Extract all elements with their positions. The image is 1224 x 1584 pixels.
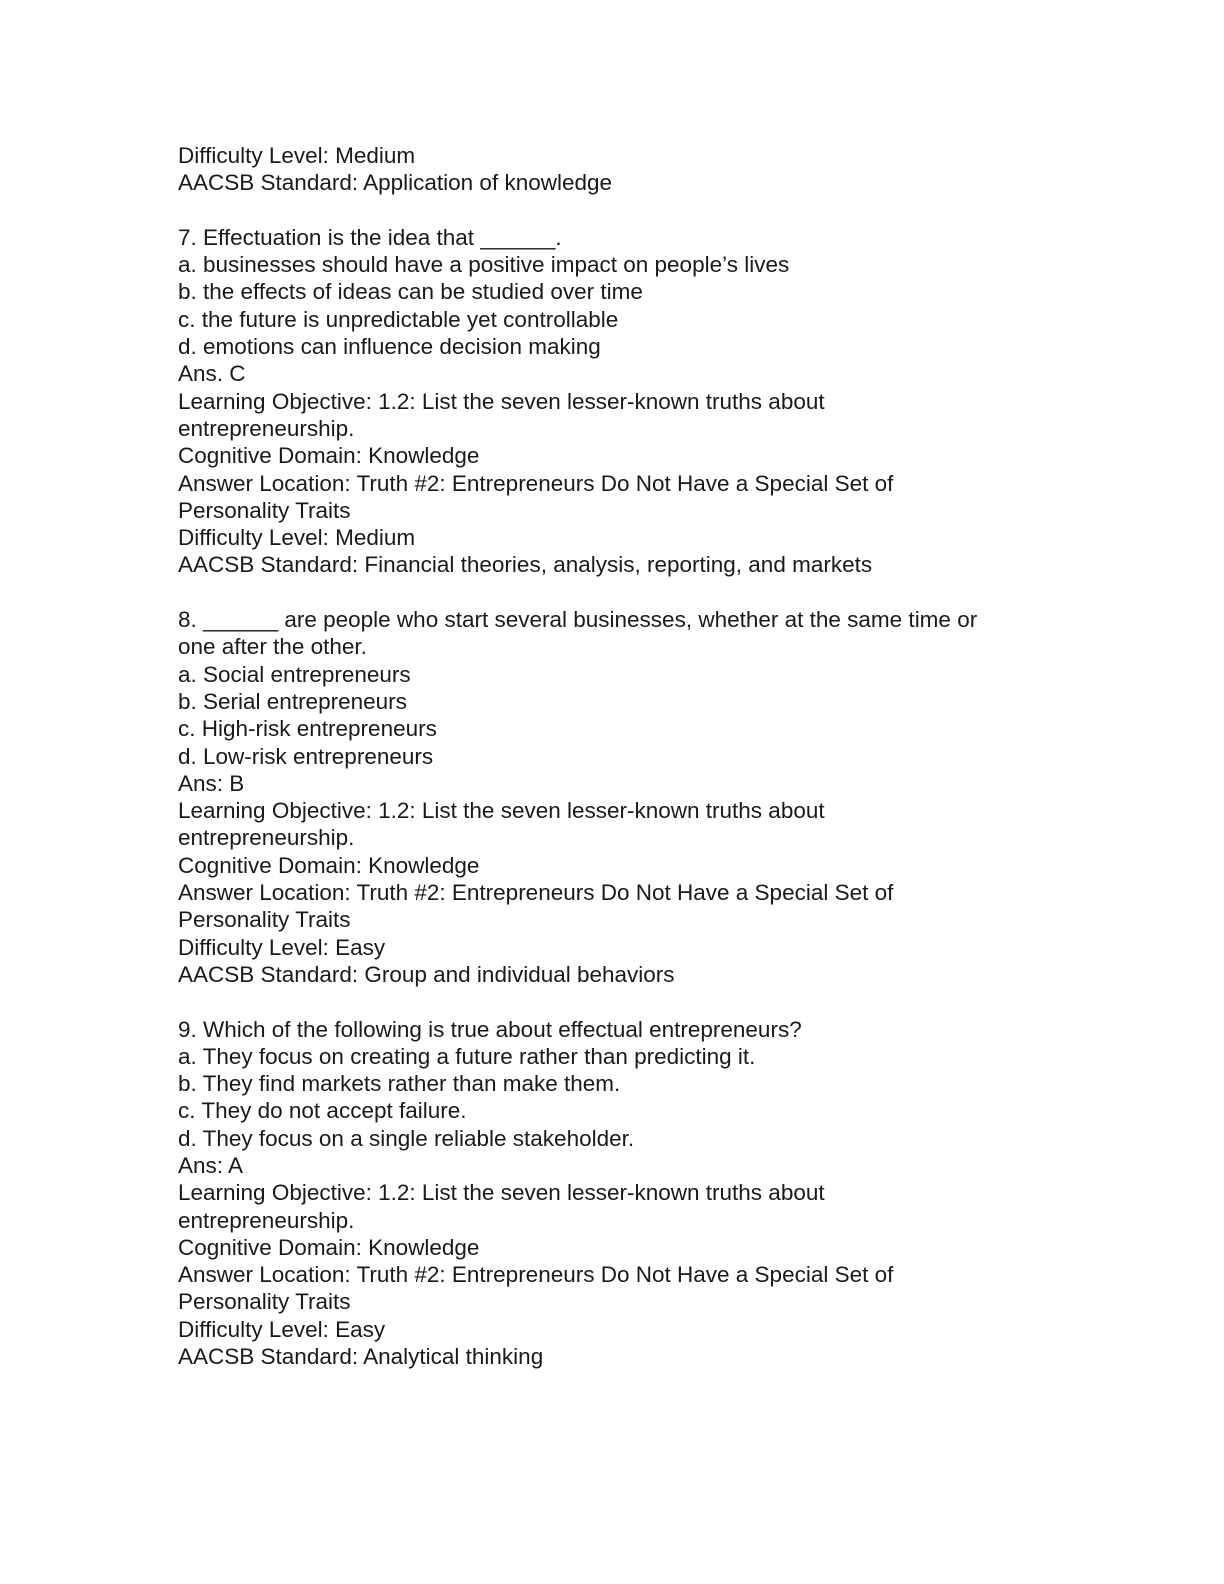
difficulty-level: Difficulty Level: Easy [178, 934, 386, 960]
cognitive-domain: Cognitive Domain: Knowledge [178, 1234, 480, 1260]
answer-location-cont: Personality Traits [178, 497, 351, 523]
aacsb-standard: AACSB Standard: Analytical thinking [178, 1344, 544, 1370]
learning-objective: Learning Objective: 1.2: List the seven lesser-known truths about [178, 1180, 825, 1206]
answer: Ans: B [178, 770, 245, 796]
option-d: d. emotions can influence decision making [178, 334, 601, 360]
option-b: b. Serial entrepreneurs [178, 688, 407, 714]
learning-objective: Learning Objective: 1.2: List the seven lesser-known truths about [178, 798, 825, 824]
cognitive-domain: Cognitive Domain: Knowledge [178, 852, 480, 878]
learning-objective: Learning Objective: 1.2: List the seven lesser-known truths about [178, 388, 825, 414]
spacer [178, 579, 1048, 606]
cognitive-domain: Cognitive Domain: Knowledge [178, 443, 480, 469]
difficulty-level: Difficulty Level: Easy [178, 1316, 386, 1342]
previous-question-tail [178, 142, 1048, 197]
option-c: c. They do not accept failure. [178, 1098, 467, 1124]
option-d: d. They focus on a single reliable stakeholder. [178, 1125, 635, 1151]
answer-location-cont: Personality Traits [178, 907, 351, 933]
question-stem: 7. Effectuation is the idea that ______. [178, 224, 562, 250]
difficulty-level: Difficulty Level: Medium [178, 525, 416, 551]
document-page [178, 142, 1048, 1370]
question-7 [178, 224, 1048, 579]
option-a: a. Social entrepreneurs [178, 661, 411, 687]
learning-objective-cont: entrepreneurship. [178, 825, 355, 851]
question-stem: 9. Which of the following is true about effectual entrepreneurs? [178, 1016, 802, 1042]
aacsb-standard: AACSB Standard: Application of knowledge [178, 170, 613, 196]
answer: Ans: A [178, 1152, 244, 1178]
answer-location: Answer Location: Truth #2: Entrepreneurs Do Not Have a Special Set of [178, 880, 894, 906]
question-stem: 8. ______ are people who start several businesses, whether at the same time or [178, 607, 978, 633]
answer-location: Answer Location: Truth #2: Entrepreneurs Do Not Have a Special Set of [178, 470, 894, 496]
option-a: a. They focus on creating a future rather than predicting it. [178, 1043, 756, 1069]
difficulty-level: Difficulty Level: Medium [178, 143, 416, 168]
answer-location-cont: Personality Traits [178, 1289, 351, 1315]
learning-objective-cont: entrepreneurship. [178, 1207, 355, 1233]
answer-location: Answer Location: Truth #2: Entrepreneurs Do Not Have a Special Set of [178, 1262, 894, 1288]
option-c: c. High-risk entrepreneurs [178, 716, 437, 742]
spacer [178, 197, 1048, 224]
learning-objective-cont: entrepreneurship. [178, 415, 355, 441]
option-a: a. businesses should have a positive impact on people’s lives [178, 252, 790, 278]
aacsb-standard: AACSB Standard: Group and individual behaviors [178, 961, 675, 987]
option-b: b. the effects of ideas can be studied over time [178, 279, 643, 305]
spacer [178, 988, 1048, 1015]
option-d: d. Low-risk entrepreneurs [178, 743, 434, 769]
aacsb-standard: AACSB Standard: Financial theories, analysis, reporting, and markets [178, 552, 873, 578]
option-b: b. They find markets rather than make them. [178, 1071, 621, 1097]
option-c: c. the future is unpredictable yet controllable [178, 306, 619, 332]
question-9 [178, 1016, 1048, 1371]
question-stem-cont: one after the other. [178, 634, 367, 660]
question-8 [178, 606, 1048, 988]
answer: Ans. C [178, 361, 246, 387]
